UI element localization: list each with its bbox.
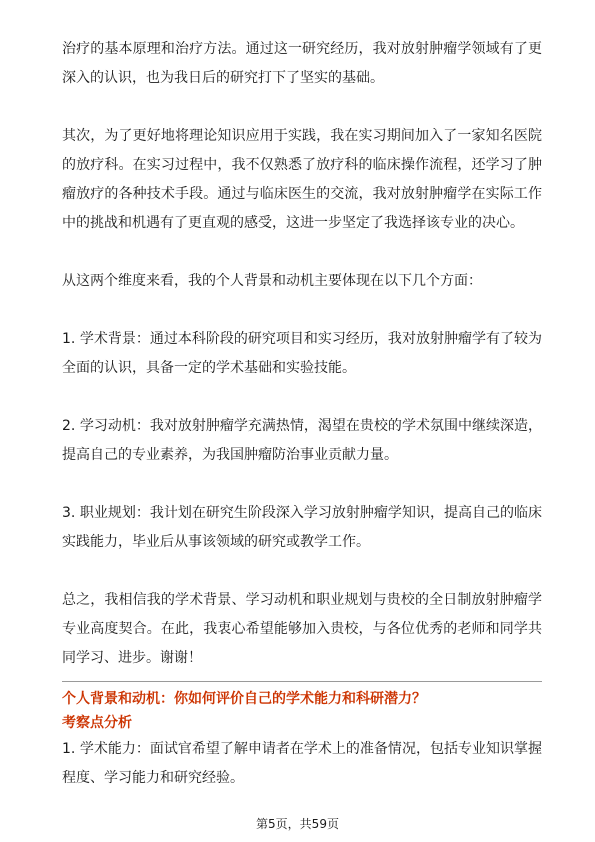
paragraph-point-career: 3. 职业规划：我计划在研究生阶段深入学习放射肿瘤学知识，提高自己的临床实践能力，毕业后从事该领域的研究或教学工作。 [62,505,542,550]
page-number: 第5页，共59页 [256,817,339,831]
paragraph-point-motivation: 2. 学习动机：我对放射肿瘤学充满热情，渴望在贵校的学术氛围中继续深造，提高自己的专业素养，为我国肿瘤防治事业贡献力量。 [62,418,542,463]
question-title: 个人背景和动机：你如何评价自己的学术能力和科研潜力？ [62,691,426,707]
paragraph-internship: 其次，为了更好地将理论知识应用于实践，我在实习期间加入了一家知名医院的放疗科。在实习过程中，我不仅熟悉了放疗科的临床操作流程，还学习了肿瘤放疗的各种技术手段。通过与临床医生的交流，我对放射肿瘤学在实际工作中的挑战和机遇有了更直观的感受，这进一步坚定了我选择该专业的决心。 [62,128,542,231]
paragraph-intro-continued: 治疗的基本原理和治疗方法。通过这一研究经历，我对放射肿瘤学领域有了更深入的认识，也为我日后的研究打下了坚实的基础。 [62,41,542,86]
page-content [62,35,542,793]
analysis-point: 1. 学术能力：面试官希望了解申请者在学术上的准备情况，包括专业知识掌握程度、学习能力和研究经验。 [62,741,542,786]
section-divider [62,681,542,682]
paragraph-point-academic: 1. 学术背景：通过本科阶段的研究项目和实习经历，我对放射肿瘤学有了较为全面的认识，具备一定的学术基础和实验技能。 [62,331,542,376]
paragraph-dimensions: 从这两个维度来看，我的个人背景和动机主要体现在以下几个方面： [62,273,482,289]
analysis-heading: 考察点分析 [62,715,132,731]
paragraph-conclusion: 总之，我相信我的学术背景、学习动机和职业规划与贵校的全日制放射肿瘤学专业高度契合。在此，我衷心希望能够加入贵校，与各位优秀的老师和同学共同学习、进步。谢谢！ [62,592,542,666]
